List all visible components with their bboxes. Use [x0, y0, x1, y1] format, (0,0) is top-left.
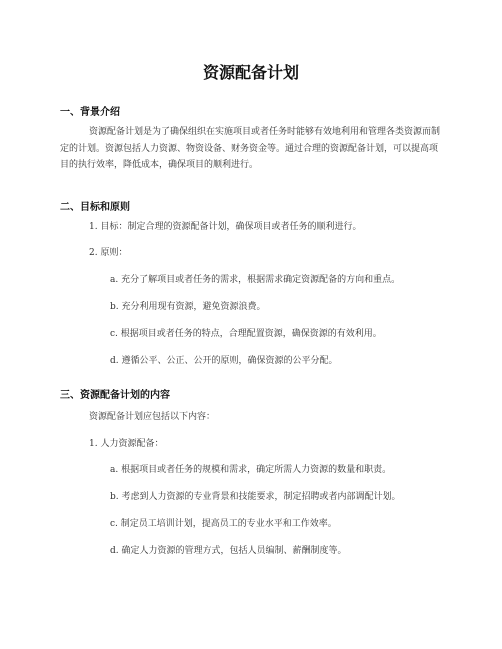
section-heading-content: 三、资源配备计划的内容: [60, 390, 170, 401]
sub-item: a. 根据项目或者任务的规模和需求，确定所需人力资源的数量和职责。: [110, 465, 392, 475]
sub-item: c. 制定员工培训计划，提高员工的专业水平和工作效率。: [110, 519, 337, 529]
section-heading-background: 一、背景介绍: [60, 107, 120, 118]
sub-item: b. 考虑到人力资源的专业背景和技能要求，制定招聘或者内部调配计划。: [110, 492, 401, 502]
content-intro: 资源配备计划应包括以下内容：: [89, 412, 216, 422]
background-paragraph: 资源配备计划是为了确保组织在实施项目或者任务时能够有效地利用和管理各类资源而制定的计划。资源包括人力资源、物资设备、财务资金等。通过合理的资源配备计划，可以提高项目的执行效率，降低成本，确保项目的顺利进行。: [60, 127, 441, 170]
sub-item: b. 充分利用现有资源，避免资源浪费。: [110, 302, 266, 312]
list-item-principles: 2. 原则：: [89, 248, 128, 258]
section-heading-goals: 二、目标和原则: [60, 202, 130, 213]
list-item-goal: 1. 目标：制定合理的资源配备计划，确保项目或者任务的顺利进行。: [89, 222, 362, 232]
sub-item: c. 根据项目或者任务的特点，合理配置资源，确保资源的有效利用。: [110, 329, 382, 339]
document-title: 资源配备计划: [202, 63, 299, 82]
list-item-hr: 1. 人力资源配备：: [89, 439, 164, 449]
sub-item: a. 充分了解项目或者任务的需求，根据需求确定资源配备的方向和重点。: [110, 275, 401, 285]
sub-item: d. 确定人力资源的管理方式，包括人员编制、薪酬制度等。: [110, 546, 347, 556]
sub-item: d. 遵循公平、公正、公开的原则，确保资源的公平分配。: [110, 356, 338, 366]
